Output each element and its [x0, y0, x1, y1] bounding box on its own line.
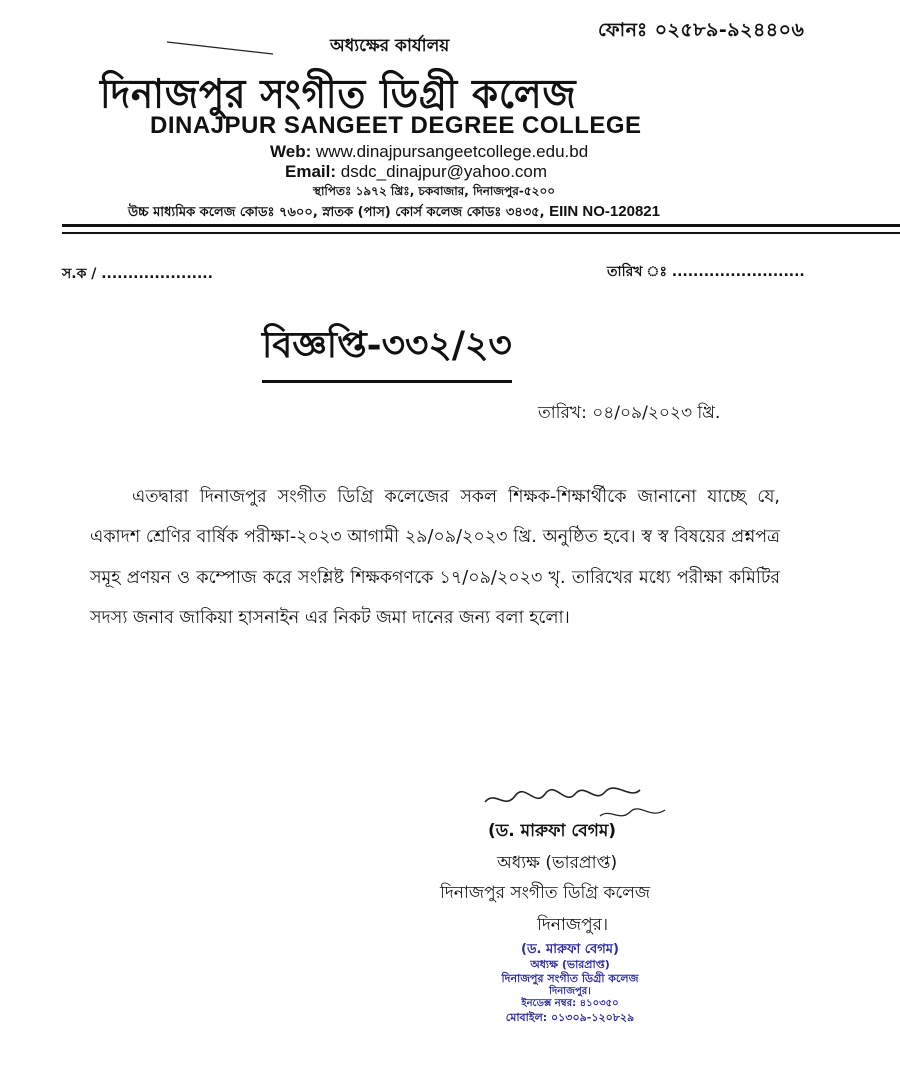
scan-mark — [165, 38, 275, 58]
stamp-index-number: ইনডেক্স নম্বর: ৪১০৩৫০ — [521, 998, 619, 1010]
established-line: স্থাপিতঃ ১৯৭২ খ্রিঃ, চকবাজার, দিনাজপুর-৫২০০ — [313, 184, 556, 198]
college-name-english: DINAJPUR SANGEET DEGREE COLLEGE — [150, 112, 642, 139]
signatory-title: অধ্যক্ষ (ভারপ্রাপ্ত) — [497, 853, 618, 873]
reference-number: স.ক / ..................... — [62, 266, 213, 282]
website-line — [270, 142, 588, 162]
stamp-city: দিনাজপুর। — [549, 985, 591, 997]
phone-number: ফোনঃ ০২৫৮৯-৯২৪৪০৬ — [598, 19, 805, 41]
office-label: অধ্যক্ষের কার্যালয় — [330, 36, 450, 56]
notice-body: এতদ্বারা দিনাজপুর সংগীত ডিগ্রি কলেজের সকল শিক্ষক-শিক্ষার্থীকে জানানো যাচ্ছে যে, একাদশ শ্রেণির বার্ষিক পরীক্ষা-২০২৩ আগামী ২৯/০৯/২০২৩ খ্রি. অনুষ্ঠিত হবে। স্ব স্ব বিষয়ের প্রশ্নপত্র সমূহ প্রণয়ন ও কম্পোজ করে সংশ্লিষ্ট শিক্ষকগণকে ১৭/০৯/২০২৩ খৃ. তারিখের মধ্যে পরীক্ষা কমিটির সদস্য জনাব জাকিয়া হাসনাইন এর নিকট জমা দানের জন্য বলা হলো। — [90, 487, 780, 628]
signatory-college: দিনাজপুর সংগীত ডিগ্রি কলেজ — [440, 883, 651, 903]
signatory-city: দিনাজপুর। — [537, 915, 609, 935]
email-label: Email: — [285, 162, 337, 181]
college-name-bengali: দিনাজপুর সংগীত ডিগ্রী কলেজ — [100, 69, 577, 118]
stamp-name: (ড. মারুফা বেগম) — [521, 942, 619, 957]
stamp-title: অধ্যক্ষ (ভারপ্রাপ্ত) — [530, 958, 610, 972]
notice-title: বিজ্ঞপ্তি-৩৩২/২৩ — [262, 318, 512, 383]
college-codes-line — [128, 203, 660, 224]
eiin-number: EIIN NO-120821 — [549, 203, 660, 220]
letterhead-date-field: তারিখ ঃ ......................... — [607, 264, 805, 280]
web-label: Web: — [270, 142, 312, 161]
website-url: www.dinajpursangeetcollege.edu.bd — [315, 142, 589, 161]
official-stamp — [460, 942, 680, 1025]
header-rule-thick — [62, 224, 900, 227]
email-line — [285, 162, 547, 182]
stamp-college: দিনাজপুর সংগীত ডিগ্রী কলেজ — [501, 972, 639, 985]
college-codes: উচ্চ মাধ্যমিক কলেজ কোডঃ ৭৬০০, স্নাতক (পাস) কোর্স কলেজ কোডঃ ৩৪৩৫, — [128, 205, 545, 220]
stamp-mobile: মোবাইল: ০১৩০৯-১২০৮২৯ — [505, 1010, 635, 1024]
signatory-name: (ড. মারুফা বেগম) — [488, 821, 617, 841]
header-rule-thin — [62, 232, 900, 234]
email-address: dsdc_dinajpur@yahoo.com — [340, 162, 548, 181]
notice-date: তারিখ: ০৪/০৯/২০২৩ খ্রি. — [538, 403, 721, 423]
